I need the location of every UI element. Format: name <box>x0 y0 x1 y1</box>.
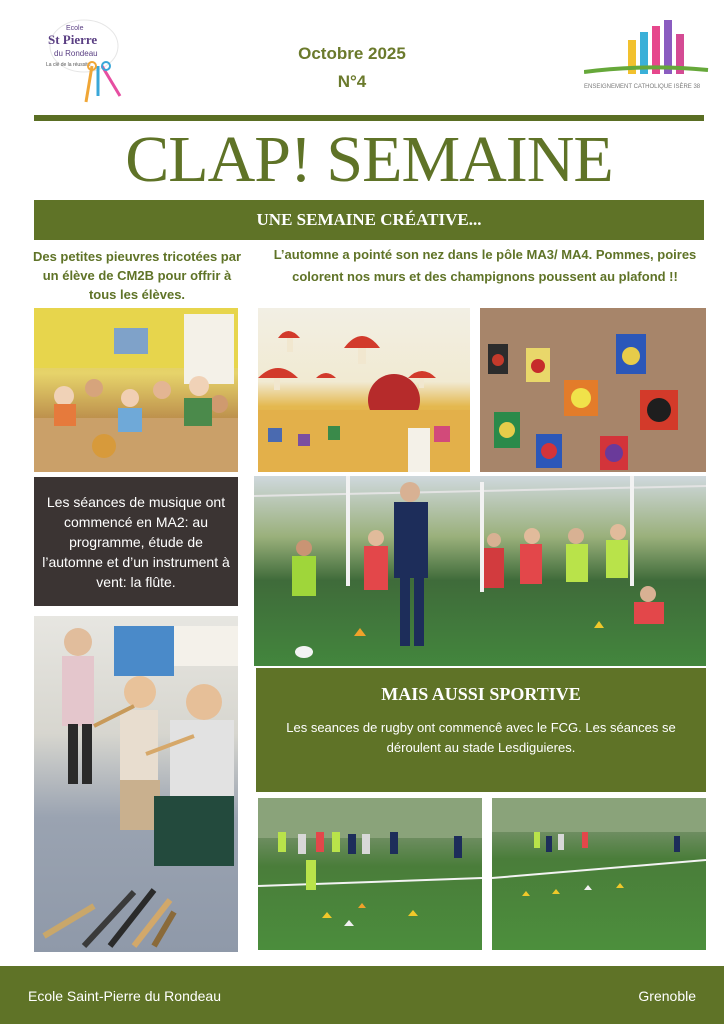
footer-bar <box>0 966 724 1024</box>
diocese-logo-text: ENSEIGNEMENT CATHOLIQUE ISÈRE 38 <box>584 84 701 90</box>
logo-line-rondeau: du Rondeau <box>54 49 98 58</box>
rugby-field-photo-1 <box>258 798 482 950</box>
issue-date: Octobre 2025 <box>298 44 406 63</box>
sport-title: MAIS AUSSI SPORTIVE <box>381 684 581 704</box>
mushroom-ceiling-photo <box>258 308 470 472</box>
sport-section-box <box>256 668 706 792</box>
autumn-caption: L’automne a pointé son nez dans le pôle MA3/ MA4. Pommes, poires colorent nos murs et des champignons poussent au plafond !! <box>273 247 697 284</box>
logo-line-ecole: Ecole <box>66 25 84 32</box>
sport-text: Les seances de rugby ont commencê avec le FCG. Les séances se déroulent au stade Lesdiguieres. <box>286 720 676 755</box>
logo-tagline: La clé de la réussite <box>46 62 91 68</box>
issue-number: N°4 <box>337 72 367 91</box>
flute-lesson-photo <box>34 616 238 952</box>
music-caption-text: Les séances de musique ont commencé en MA2: au programme, étude de l’automne et d’un instrument à vent: la flûte. <box>42 493 230 590</box>
section-banner: UNE SEMAINE CRÉATIVE... <box>34 200 704 240</box>
rugby-training-photo <box>254 476 706 666</box>
fruit-artwork-photo <box>480 308 706 472</box>
school-logo <box>40 18 132 108</box>
footer-school-name: Ecole Saint-Pierre du Rondeau <box>28 988 222 1004</box>
classroom-photo <box>34 308 238 472</box>
logo-line-st-pierre: St Pierre <box>48 32 98 47</box>
masthead-title: CLAP! SEMAINE <box>125 123 613 196</box>
footer-city: Grenoble <box>638 988 696 1004</box>
knit-octopus-caption: Des petites pieuvres tricotées par un élève de CM2B pour offrir à tous les élèves. <box>32 249 242 302</box>
music-caption-box <box>34 477 238 606</box>
diocese-logo <box>584 14 712 96</box>
rugby-field-photo-2 <box>492 798 706 950</box>
